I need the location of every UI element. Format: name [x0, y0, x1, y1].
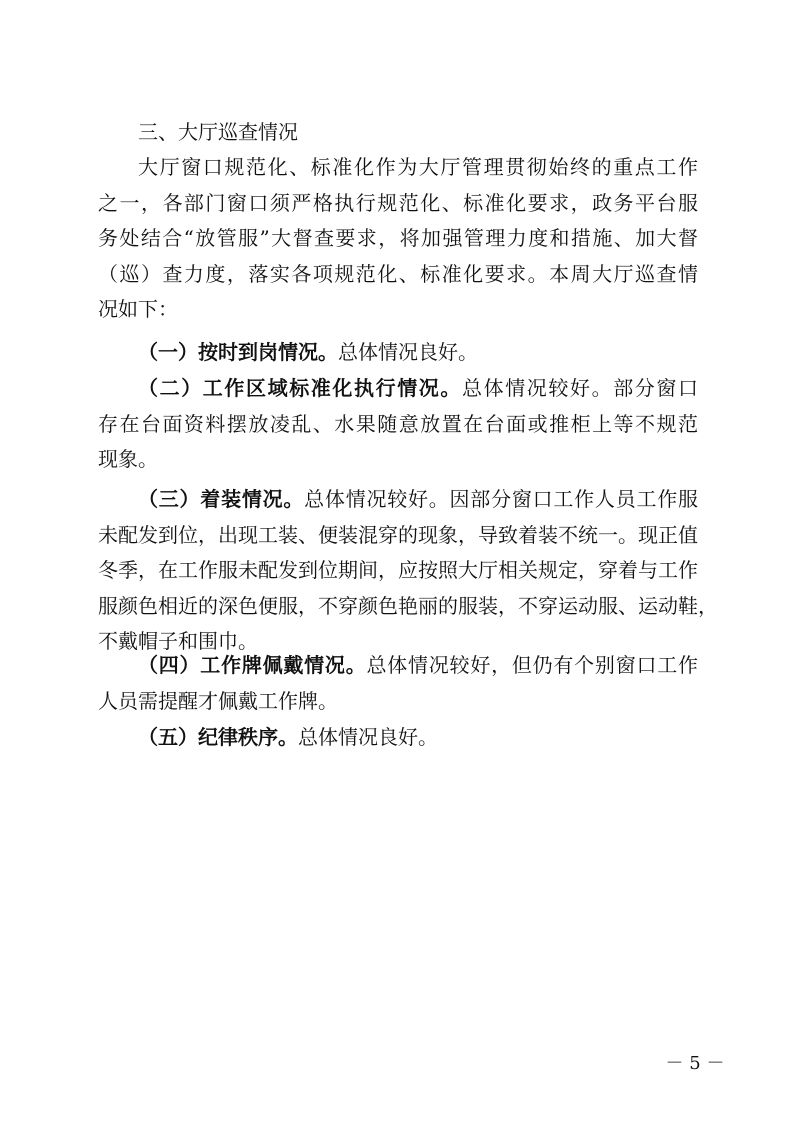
item-paragraph-4 [98, 648, 698, 719]
item-first-line [98, 720, 698, 756]
section-heading: 三、大厅巡查情况 [138, 120, 298, 144]
page-number: － 5 － [665, 1053, 725, 1074]
item-lead: （五）纪律秩序。 [138, 725, 298, 749]
intro-paragraph [98, 150, 698, 328]
intro-line: 况如下： [98, 297, 178, 321]
item-line: 冬季，在工作服未配发到位期间，应按照大厅相关规定，穿着与工作 [98, 558, 698, 582]
item-line: 现象。 [98, 447, 158, 471]
item-paragraph-5 [98, 720, 698, 756]
item-lead: （三）着装情况。 [138, 487, 305, 511]
item-first-line [98, 371, 698, 407]
intro-line: 务处结合“放管服”大督查要求，将加强管理力度和措施、加大督 [98, 226, 698, 250]
item-first-line [98, 648, 698, 684]
item-text: 总体情况良好。 [298, 725, 438, 749]
item-line: 存在台面资料摆放凌乱、水果随意放置在台面或推柜上等不规范 [98, 411, 698, 436]
item-text: 总体情况较好。部分窗口 [462, 376, 698, 400]
item-line: 人员需提醒才佩戴工作牌。 [98, 688, 338, 713]
item-lead: （一）按时到岗情况。 [138, 340, 338, 364]
item-lead: （二）工作区域标准化执行情况。 [138, 376, 462, 400]
intro-line: 大厅窗口规范化、标准化作为大厅管理贯彻始终的重点工作 [138, 155, 698, 179]
item-text: 总体情况较好。因部分窗口工作人员工作服 [304, 487, 699, 511]
item-line: 不戴帽子和围巾。 [98, 629, 258, 653]
item-paragraph-1 [98, 335, 698, 371]
item-lead: （四）工作牌佩戴情况。 [138, 653, 367, 677]
intro-line: （巡）查力度，落实各项规范化、标准化要求。本周大厅巡查情 [98, 261, 698, 286]
item-line: 未配发到位，出现工装、便装混穿的现象，导致着装不统一。现正值 [98, 522, 698, 547]
item-paragraph-2 [98, 371, 698, 478]
item-first-line [98, 335, 698, 371]
item-first-line [98, 482, 698, 518]
item-text: 总体情况良好。 [338, 340, 478, 364]
item-line: 服颜色相近的深色便服，不穿颜色艳丽的服装，不穿运动服、运动鞋， [98, 593, 718, 618]
item-paragraph-3 [98, 482, 718, 660]
item-text: 总体情况较好，但仍有个别窗口工作 [366, 653, 699, 677]
intro-line: 之一，各部门窗口须严格执行规范化、标准化要求，政务平台服 [98, 190, 698, 215]
